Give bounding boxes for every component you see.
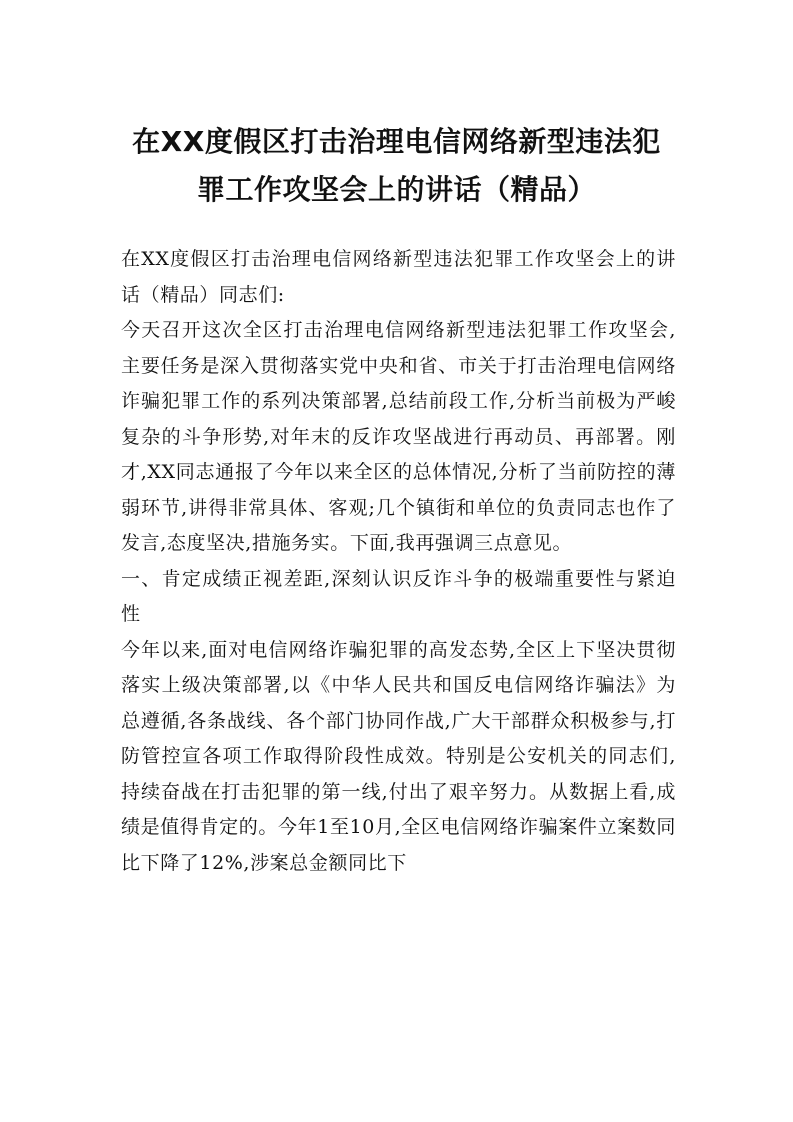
title-line-2: 罪工作攻坚会上的讲话（精品） bbox=[196, 173, 596, 206]
title-line-1: 在XX度假区打击治理电信网络新型违法犯 bbox=[132, 125, 661, 158]
paragraph-introduction: 今天召开这次全区打击治理电信网络新型违法犯罪工作攻坚会,主要任务是深入贯彻落实党中央和省、市关于打击治理电信网络诈骗犯罪工作的系列决策部署,总结前段工作,分析当前极为严峻复杂的斗争形势,对年末的反诈攻坚战进行再动员、再部署。刚才,XX同志通报了今年以来全区的总体情况,分析了当前防控的薄弱环节,讲得非常具体、客观;几个镇街和单位的负责同志也作了发言,态度坚决,措施务实。下面,我再强调三点意见。 bbox=[121, 319, 676, 554]
document-body bbox=[121, 242, 676, 881]
document-title bbox=[100, 118, 693, 214]
section-heading-1: 一、肯定成绩正视差距,深刻认识反诈斗争的极端重要性与紧迫性 bbox=[121, 567, 676, 625]
paragraph-heading-greeting: 在XX度假区打击治理电信网络新型违法犯罪工作攻坚会上的讲话（精品）同志们: bbox=[121, 248, 676, 306]
paragraph-achievements: 今年以来,面对电信网络诈骗犯罪的高发态势,全区上下坚决贯彻落实上级决策部署,以《中华人民共和国反电信网络诈骗法》为总遵循,各条战线、各个部门协同作战,广大干部群众积极参与,打防管控宣各项工作取得阶段性成效。特别是公安机关的同志们,持续奋战在打击犯罪的第一线,付出了艰辛努力。从数据上看,成绩是值得肯定的。今年1至10月,全区电信网络诈骗案件立案数同比下降了12%,涉案总金额同比下 bbox=[121, 638, 676, 874]
